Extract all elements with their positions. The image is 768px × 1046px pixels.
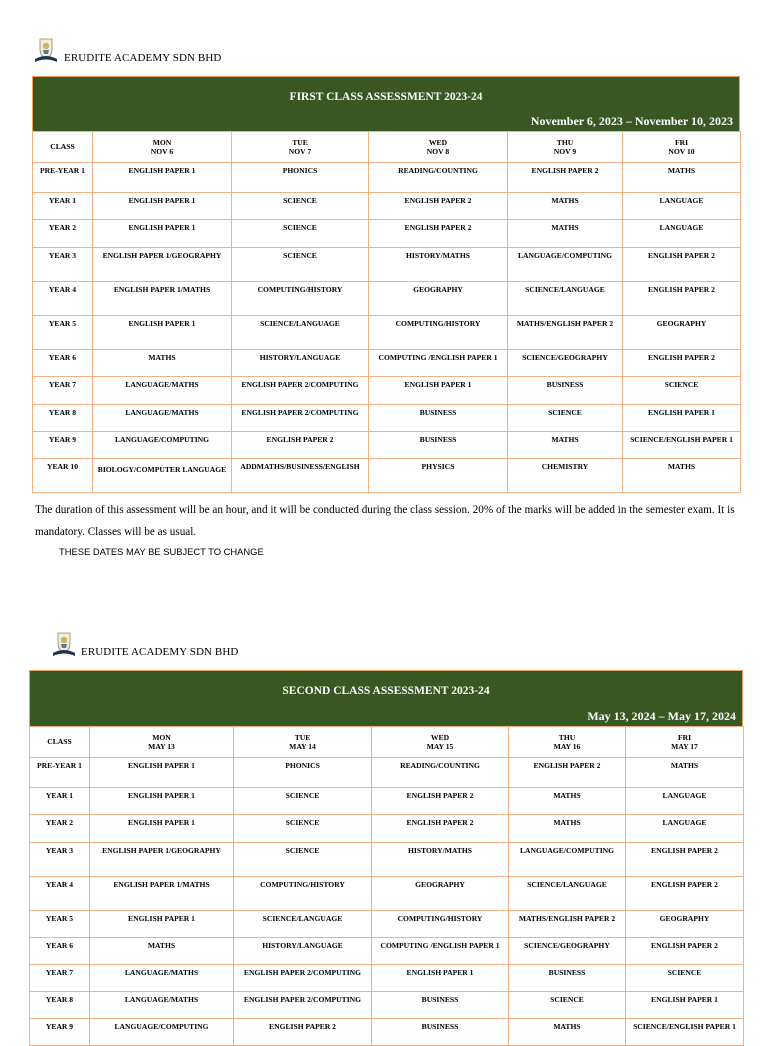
subject-cell: SCIENCE/GEOGRAPHY	[508, 350, 623, 377]
subject-cell: COMPUTING /ENGLISH PAPER 1	[369, 350, 508, 377]
subject-cell: ENGLISH PAPER 2	[509, 758, 626, 788]
subject-cell: ENGLISH PAPER 1	[90, 815, 234, 843]
subject-cell: ENGLISH PAPER 1	[93, 220, 232, 248]
subject-cell: COMPUTING/HISTORY	[372, 911, 509, 938]
subject-cell: ENGLISH PAPER 2	[626, 938, 744, 965]
academy-logo-icon	[52, 630, 76, 658]
assessment-note: The duration of this assessment will be an hour, and it will be conducted during the class session. 20% of the marks will be added in the semester exam. It is mandatory. Classes will be as usual.	[35, 504, 735, 538]
schedule-table	[29, 726, 744, 1046]
day-label: MON	[152, 137, 172, 147]
assessment-banner	[29, 670, 743, 726]
column-header-thu	[509, 727, 626, 758]
subject-cell: SCIENCE	[232, 220, 369, 248]
subject-cell: COMPUTING/HISTORY	[234, 877, 372, 911]
subject-cell: ENGLISH PAPER 2	[234, 1019, 372, 1046]
subject-cell: SCIENCE/LANGUAGE	[234, 911, 372, 938]
subject-cell: SCIENCE	[234, 815, 372, 843]
subject-cell: HISTORY/MATHS	[372, 843, 509, 877]
class-cell: YEAR 4	[30, 877, 90, 911]
subject-cell: COMPUTING /ENGLISH PAPER 1	[372, 938, 509, 965]
subject-cell: SCIENCE	[234, 843, 372, 877]
table-row	[33, 163, 741, 193]
subject-cell: ENGLISH PAPER 1/MATHS	[93, 282, 232, 316]
class-cell: YEAR 3	[33, 248, 93, 282]
subject-cell: MATHS	[626, 758, 744, 788]
day-label: FRI	[674, 137, 689, 147]
subject-cell: ENGLISH PAPER 1	[90, 911, 234, 938]
subject-cell: LANGUAGE/COMPUTING	[508, 248, 623, 282]
day-date: NOV 10	[668, 147, 695, 156]
table-row	[33, 220, 741, 248]
subject-cell: CHEMISTRY	[508, 459, 623, 493]
subject-cell: LANGUAGE/MATHS	[93, 405, 232, 432]
subject-cell: SCIENCE/ENGLISH PAPER 1	[623, 432, 741, 459]
class-cell: YEAR 6	[33, 350, 93, 377]
class-cell: YEAR 7	[30, 965, 90, 992]
subject-cell: MATHS	[93, 350, 232, 377]
day-label: WED	[428, 137, 448, 147]
day-label: TUE	[294, 732, 311, 742]
subject-cell: SCIENCE/LANGUAGE	[509, 877, 626, 911]
column-header-tue	[232, 132, 369, 163]
class-cell: YEAR 3	[30, 843, 90, 877]
day-date: MAY 15	[426, 742, 454, 751]
subject-cell: ENGLISH PAPER 1	[372, 965, 509, 992]
subject-cell: ENGLISH PAPER 2/COMPUTING	[234, 992, 372, 1019]
subject-cell: LANGUAGE/COMPUTING	[90, 1019, 234, 1046]
org-name: ERUDITE ACADEMY SDN BHD	[81, 646, 239, 658]
header-row	[33, 132, 741, 163]
day-date: NOV 7	[288, 147, 312, 156]
subject-cell: ENGLISH PAPER 2	[623, 350, 741, 377]
subject-cell: MATHS	[623, 459, 741, 493]
subject-cell: MATHS	[509, 815, 626, 843]
subject-cell: ENGLISH PAPER 2/COMPUTING	[232, 377, 369, 405]
class-cell: YEAR 4	[33, 282, 93, 316]
subject-cell: MATHS/ENGLISH PAPER 2	[509, 911, 626, 938]
second-assessment-timetable	[29, 670, 743, 1046]
table-row	[33, 459, 741, 493]
subject-cell: ENGLISH PAPER 2	[372, 815, 509, 843]
table-row	[30, 938, 744, 965]
class-cell: YEAR 5	[33, 316, 93, 350]
column-header-tue	[234, 727, 372, 758]
column-header-mon	[93, 132, 232, 163]
class-cell: YEAR 5	[30, 911, 90, 938]
table-row	[30, 815, 744, 843]
subject-cell: BUSINESS	[372, 992, 509, 1019]
subject-cell: HISTORY/LANGUAGE	[232, 350, 369, 377]
subject-cell: ENGLISH PAPER 1/GEOGRAPHY	[90, 843, 234, 877]
subject-cell: LANGUAGE/MATHS	[90, 965, 234, 992]
subject-cell: HISTORY/MATHS	[369, 248, 508, 282]
column-header-thu	[508, 132, 623, 163]
subject-cell: ENGLISH PAPER 2	[369, 193, 508, 220]
subject-cell: MATHS	[508, 193, 623, 220]
subject-cell: SCIENCE/GEOGRAPHY	[509, 938, 626, 965]
class-cell: YEAR 9	[30, 1019, 90, 1046]
subject-cell: LANGUAGE	[623, 193, 741, 220]
subject-cell: LANGUAGE/MATHS	[90, 992, 234, 1019]
subject-cell: SCIENCE	[508, 405, 623, 432]
table-row	[33, 377, 741, 405]
subject-cell: SCIENCE/LANGUAGE	[232, 316, 369, 350]
subject-cell: MATHS/ENGLISH PAPER 2	[508, 316, 623, 350]
subject-cell: ENGLISH PAPER 2	[626, 843, 744, 877]
subject-cell: PHONICS	[232, 163, 369, 193]
subject-cell: SCIENCE/LANGUAGE	[508, 282, 623, 316]
subject-cell: SCIENCE	[232, 193, 369, 220]
table-row	[33, 405, 741, 432]
assessment-date-range: November 6, 2023 – November 10, 2023	[530, 114, 733, 128]
subject-cell: ENGLISH PAPER 2	[372, 788, 509, 815]
subject-cell: LANGUAGE	[623, 220, 741, 248]
subject-cell: BUSINESS	[369, 405, 508, 432]
subject-cell: SCIENCE	[509, 992, 626, 1019]
subject-cell: ENGLISH PAPER 1	[90, 758, 234, 788]
table-row	[30, 965, 744, 992]
day-label: FRI	[677, 732, 692, 742]
subject-cell: ENGLISH PAPER 1	[623, 405, 741, 432]
table-row	[30, 1019, 744, 1046]
column-header-wed	[372, 727, 509, 758]
day-label: CLASS	[47, 737, 72, 747]
table-row	[33, 350, 741, 377]
subject-cell: ENGLISH PAPER 2	[508, 163, 623, 193]
table-row	[30, 877, 744, 911]
table-row	[33, 248, 741, 282]
day-date: MAY 16	[553, 742, 581, 751]
class-cell: PRE-YEAR 1	[33, 163, 93, 193]
column-header-class	[33, 132, 93, 163]
disclaimer-text: THESE DATES MAY BE SUBJECT TO CHANGE	[59, 546, 264, 557]
subject-cell: GEOGRAPHY	[623, 316, 741, 350]
class-cell: YEAR 7	[33, 377, 93, 405]
subject-cell: MATHS	[509, 1019, 626, 1046]
subject-cell: SCIENCE	[234, 788, 372, 815]
day-date: MAY 13	[148, 742, 175, 751]
class-cell: YEAR 8	[30, 992, 90, 1019]
class-cell: PRE-YEAR 1	[30, 758, 90, 788]
day-label: CLASS	[50, 142, 75, 152]
day-label: WED	[430, 732, 450, 742]
subject-cell: SCIENCE	[232, 248, 369, 282]
class-cell: YEAR 1	[33, 193, 93, 220]
class-cell: YEAR 2	[30, 815, 90, 843]
table-row	[30, 843, 744, 877]
class-cell: YEAR 10	[33, 459, 93, 493]
subject-cell: ENGLISH PAPER 1	[93, 193, 232, 220]
subject-cell: LANGUAGE/COMPUTING	[93, 432, 232, 459]
table-row	[33, 282, 741, 316]
subject-cell: LANGUAGE/MATHS	[93, 377, 232, 405]
day-label: MON	[152, 732, 171, 742]
schedule-table	[32, 131, 741, 493]
subject-cell: SCIENCE	[623, 377, 741, 405]
subject-cell: PHYSICS	[369, 459, 508, 493]
subject-cell: LANGUAGE/COMPUTING	[509, 843, 626, 877]
subject-cell: GEOGRAPHY	[626, 911, 744, 938]
assessment-banner	[32, 76, 740, 131]
day-date: MAY 14	[289, 742, 316, 751]
day-label: THU	[558, 732, 576, 742]
subject-cell: ENGLISH PAPER 2	[232, 432, 369, 459]
subject-cell: MATHS	[508, 432, 623, 459]
subject-cell: ENGLISH PAPER 2/COMPUTING	[234, 965, 372, 992]
column-header-fri	[626, 727, 744, 758]
subject-cell: GEOGRAPHY	[372, 877, 509, 911]
subject-cell: ADDMATHS/BUSINESS/ENGLISH	[232, 459, 369, 493]
subject-cell: MATHS	[508, 220, 623, 248]
subject-cell: ENGLISH PAPER 1/GEOGRAPHY	[93, 248, 232, 282]
org-name: ERUDITE ACADEMY SDN BHD	[64, 52, 222, 64]
subject-cell: MATHS	[509, 788, 626, 815]
academy-logo-icon	[34, 36, 58, 64]
column-header-wed	[369, 132, 508, 163]
table-row	[33, 193, 741, 220]
subject-cell: BUSINESS	[372, 1019, 509, 1046]
table-row	[30, 758, 744, 788]
subject-cell: ENGLISH PAPER 2	[623, 282, 741, 316]
subject-cell: BUSINESS	[369, 432, 508, 459]
subject-cell: SCIENCE/ENGLISH PAPER 1	[626, 1019, 744, 1046]
subject-cell: MATHS	[623, 163, 741, 193]
subject-cell: ENGLISH PAPER 1	[369, 377, 508, 405]
table-row	[30, 788, 744, 815]
column-header-mon	[90, 727, 234, 758]
column-header-class	[30, 727, 90, 758]
day-label: THU	[556, 137, 574, 147]
class-cell: YEAR 2	[33, 220, 93, 248]
subject-cell: BUSINESS	[509, 965, 626, 992]
class-cell: YEAR 6	[30, 938, 90, 965]
class-cell: YEAR 8	[33, 405, 93, 432]
day-date: NOV 6	[150, 147, 174, 156]
subject-cell: ENGLISH PAPER 2	[623, 248, 741, 282]
assessment-date-range: May 13, 2024 – May 17, 2024	[587, 709, 736, 723]
subject-cell: SCIENCE	[626, 965, 744, 992]
assessment-title: SECOND CLASS ASSESSMENT 2023-24	[282, 685, 490, 697]
day-date: NOV 8	[426, 147, 450, 156]
day-date: NOV 9	[553, 147, 577, 156]
day-date: MAY 17	[671, 742, 698, 751]
day-label: TUE	[292, 137, 308, 147]
subject-cell: HISTORY/LANGUAGE	[234, 938, 372, 965]
subject-cell: BUSINESS	[508, 377, 623, 405]
subject-cell: ENGLISH PAPER 2	[626, 877, 744, 911]
assessment-title: FIRST CLASS ASSESSMENT 2023-24	[289, 91, 483, 103]
table-row	[30, 992, 744, 1019]
subject-cell: ENGLISH PAPER 2	[369, 220, 508, 248]
header-row	[30, 727, 744, 758]
subject-cell: PHONICS	[234, 758, 372, 788]
table-row	[33, 432, 741, 459]
subject-cell: MATHS	[90, 938, 234, 965]
subject-cell: BIOLOGY/COMPUTER LANGUAGE	[93, 459, 232, 493]
subject-cell: COMPUTING/HISTORY	[369, 316, 508, 350]
subject-cell: ENGLISH PAPER 1/MATHS	[90, 877, 234, 911]
subject-cell: ENGLISH PAPER 1	[90, 788, 234, 815]
subject-cell: GEOGRAPHY	[369, 282, 508, 316]
subject-cell: ENGLISH PAPER 1	[93, 316, 232, 350]
subject-cell: READING/COUNTING	[372, 758, 509, 788]
subject-cell: COMPUTING/HISTORY	[232, 282, 369, 316]
subject-cell: LANGUAGE	[626, 815, 744, 843]
table-row	[33, 316, 741, 350]
table-row	[30, 911, 744, 938]
subject-cell: LANGUAGE	[626, 788, 744, 815]
subject-cell: ENGLISH PAPER 2/COMPUTING	[232, 405, 369, 432]
column-header-fri	[623, 132, 741, 163]
class-cell: YEAR 9	[33, 432, 93, 459]
first-assessment-timetable	[32, 76, 740, 493]
class-cell: YEAR 1	[30, 788, 90, 815]
subject-cell: ENGLISH PAPER 1	[626, 992, 744, 1019]
subject-cell: READING/COUNTING	[369, 163, 508, 193]
subject-cell: ENGLISH PAPER 1	[93, 163, 232, 193]
